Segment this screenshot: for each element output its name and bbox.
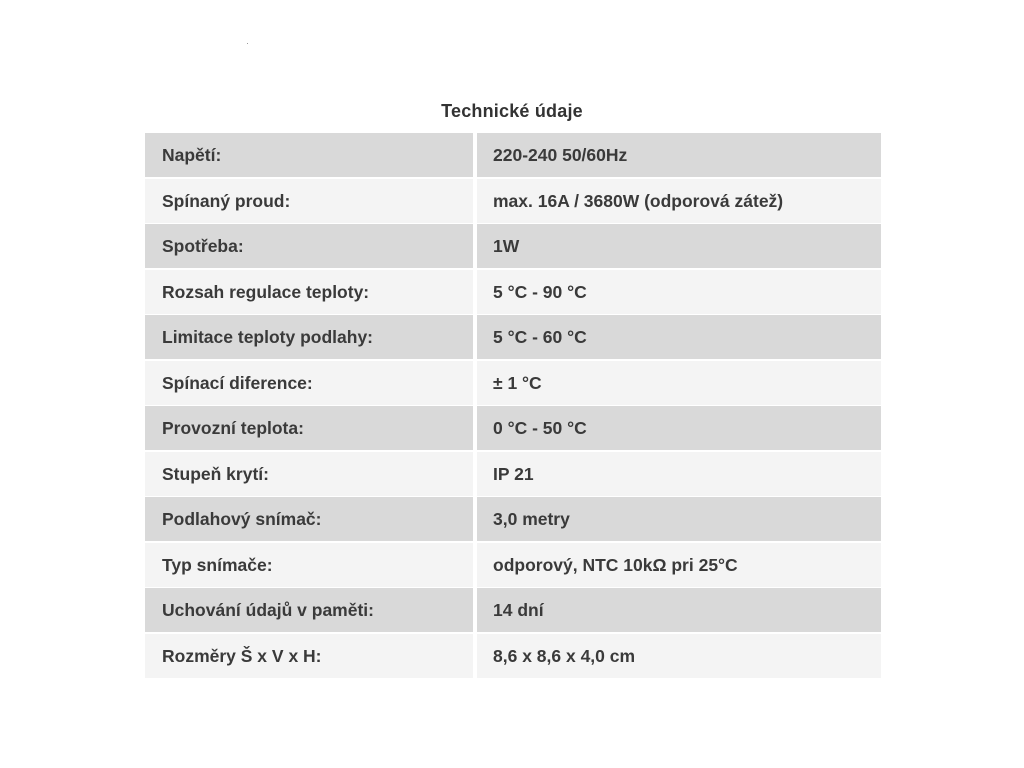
- spec-value: 14 dní: [477, 588, 881, 632]
- spec-row-voltage: [145, 133, 881, 177]
- spec-value: odporový, NTC 10kΩ pri 25°C: [477, 543, 881, 587]
- spec-value: 220-240 50/60Hz: [477, 133, 881, 177]
- spec-label: Spotřeba:: [145, 224, 473, 268]
- spec-row-sensor-type: [145, 543, 881, 587]
- spec-label: Limitace teploty podlahy:: [145, 315, 473, 359]
- spec-row-switched-current: [145, 179, 881, 223]
- spec-row-switching-difference: [145, 361, 881, 405]
- spec-row-temperature-range: [145, 270, 881, 314]
- spec-value: 5 °C - 90 °C: [477, 270, 881, 314]
- spec-value: max. 16A / 3680W (odporová zátež): [477, 179, 881, 223]
- spec-row-operating-temperature: [145, 406, 881, 450]
- spec-row-consumption: [145, 224, 881, 268]
- spec-row-ip-rating: [145, 452, 881, 496]
- spec-label: Spínací diference:: [145, 361, 473, 405]
- spec-label: Uchování údajů v paměti:: [145, 588, 473, 632]
- spec-table: [145, 133, 881, 679]
- spec-value: 8,6 x 8,6 x 4,0 cm: [477, 634, 881, 678]
- spec-value: 5 °C - 60 °C: [477, 315, 881, 359]
- spec-label: Rozsah regulace teploty:: [145, 270, 473, 314]
- stray-dot: [247, 43, 248, 44]
- table-title: Technické údaje: [441, 101, 583, 121]
- spec-value: IP 21: [477, 452, 881, 496]
- spec-label: Podlahový snímač:: [145, 497, 473, 541]
- spec-value: 0 °C - 50 °C: [477, 406, 881, 450]
- spec-label: Rozměry Š x V x H:: [145, 634, 473, 678]
- spec-value: ± 1 °C: [477, 361, 881, 405]
- spec-row-memory-retention: [145, 588, 881, 632]
- spec-label: Spínaný proud:: [145, 179, 473, 223]
- spec-value: 3,0 metry: [477, 497, 881, 541]
- spec-row-floor-sensor: [145, 497, 881, 541]
- spec-label: Napětí:: [145, 133, 473, 177]
- spec-row-floor-limit: [145, 315, 881, 359]
- spec-value: 1W: [477, 224, 881, 268]
- spec-label: Stupeň krytí:: [145, 452, 473, 496]
- spec-row-dimensions: [145, 634, 881, 678]
- spec-label: Provozní teplota:: [145, 406, 473, 450]
- spec-label: Typ snímače:: [145, 543, 473, 587]
